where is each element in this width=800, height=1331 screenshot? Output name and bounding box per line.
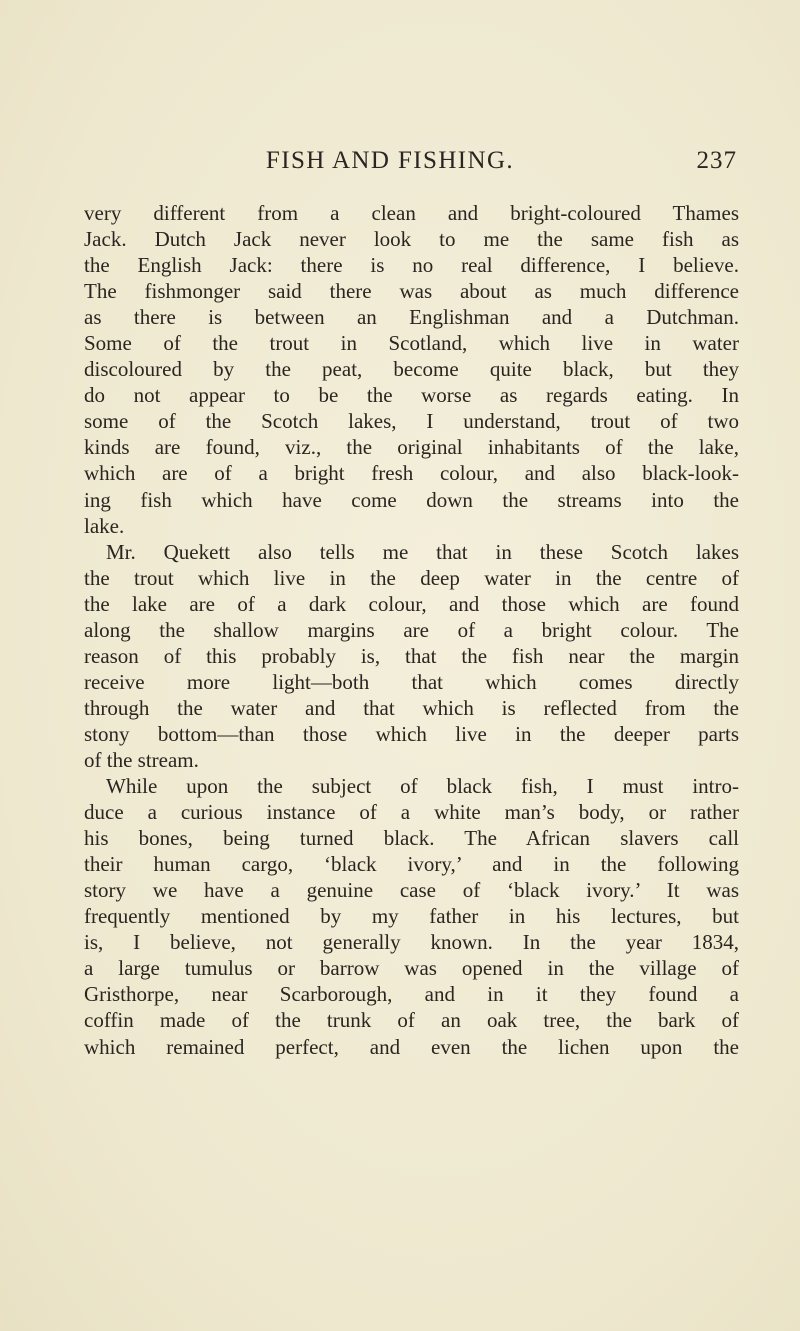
- text-line: duce a curious instance of a white man’s body, or rather: [84, 800, 739, 825]
- paragraph: [84, 539, 739, 773]
- text-line: of the stream.: [84, 747, 199, 772]
- text-line: frequently mentioned by my father in his lectures, but: [84, 904, 739, 929]
- text-line: Jack. Dutch Jack never look to me the same fish as: [84, 227, 739, 252]
- text-line: kinds are found, viz., the original inhabitants of the lake,: [84, 435, 739, 460]
- text-line: is, I believe, not generally known. In the year 1834,: [84, 930, 739, 955]
- text-line: along the shallow margins are of a bright colour. The: [84, 617, 739, 642]
- running-title-text: FISH AND FISHING.: [265, 147, 515, 174]
- text-line: Some of the trout in Scotland, which live in water: [84, 331, 739, 356]
- text-line: as there is between an Englishman and a Dutchman.: [84, 305, 739, 330]
- running-title: [0, 146, 800, 176]
- text-line: ing fish which have come down the streams into the: [84, 487, 739, 512]
- text-line: While upon the subject of black fish, I must intro-: [106, 774, 739, 799]
- text-line: through the water and that which is reflected from the: [84, 695, 739, 720]
- text-line: some of the Scotch lakes, I understand, trout of two: [84, 409, 739, 434]
- text-line: do not appear to be the worse as regards eating. In: [84, 383, 739, 408]
- text-line: coffin made of the trunk of an oak tree, the bark of: [84, 1008, 739, 1033]
- text-line: very different from a clean and bright-coloured Thames: [84, 201, 739, 225]
- text-line: Gristhorpe, near Scarborough, and in it they found a: [84, 982, 739, 1007]
- text-line: Mr. Quekett also tells me that in these Scotch lakes: [106, 539, 739, 564]
- text-line: the lake are of a dark colour, and those which are found: [84, 591, 739, 616]
- text-line: his bones, being turned black. The African slavers call: [84, 826, 739, 851]
- text-line: which are of a bright fresh colour, and also black-look-: [84, 461, 739, 486]
- text-line: lake.: [84, 513, 125, 538]
- body-text: [84, 200, 739, 1060]
- text-line: their human cargo, ‘black ivory,’ and in the following: [84, 852, 739, 877]
- text-line: reason of this probably is, that the fish near the margin: [84, 643, 739, 668]
- paragraph: [84, 773, 739, 1060]
- page-header: [0, 146, 800, 186]
- text-line: the trout which live in the deep water in the centre of: [84, 565, 739, 590]
- text-line: receive more light—both that which comes directly: [84, 669, 739, 694]
- text-line: stony bottom—than those which live in the deeper parts: [84, 721, 739, 746]
- page-number: 237: [696, 147, 737, 174]
- text-line: a large tumulus or barrow was opened in the village of: [84, 956, 739, 981]
- text-line: The fishmonger said there was about as much difference: [84, 279, 739, 304]
- text-line: the English Jack: there is no real difference, I believe.: [84, 253, 739, 278]
- text-line: which remained perfect, and even the lichen upon the: [84, 1034, 739, 1059]
- text-line: discoloured by the peat, become quite black, but they: [84, 357, 739, 382]
- paragraph: [84, 200, 739, 539]
- text-line: story we have a genuine case of ‘black ivory.’ It was: [84, 878, 739, 903]
